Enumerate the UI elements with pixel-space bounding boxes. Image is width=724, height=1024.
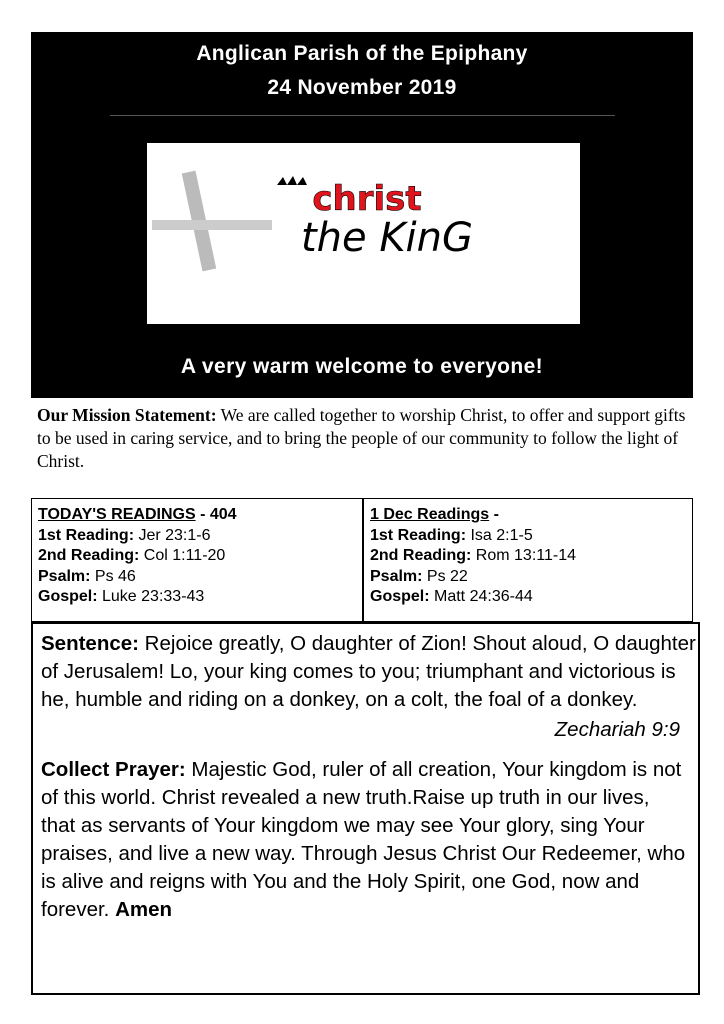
service-date: 24 November 2019 [267,76,457,99]
reading-row [370,567,686,588]
reading-label: 2nd Reading: [38,547,140,564]
reading-value: Col 1:11-20 [139,547,226,564]
welcome-message: A very warm welcome to everyone! [180,355,544,378]
sentence-label: Sentence: [41,632,139,655]
reading-label: Psalm: [370,567,423,585]
reading-row [370,546,686,567]
sentence-text: Rejoice greatly, O daughter of Zion! Shout aloud, O daughter of Jerusalem! Lo, your king comes to you; triumphant and victorious is he, humble and riding on a donkey, on a colt, the foal of a donkey. [41,632,696,711]
svg-text:the KinG: the KinG [300,215,474,261]
reading-row [38,567,356,588]
reading-value: Ps 22 [422,567,468,585]
mission-label: Our Mission Statement: [37,405,217,425]
reading-value: Luke 23:33-43 [97,588,205,605]
reading-label: 2nd Reading: [370,547,472,564]
hymnal-number: - 404 [195,506,237,523]
reading-row [38,546,356,567]
reading-label: Psalm: [38,567,91,585]
collect-text: Majestic God, ruler of all creation, Your kingdom is not of this world. Christ revealed a new truth.Raise up truth in our lives, that as servants of Your kingdom we may see Your glory, sing Your praises, and live a new way. Through Jesus Christ Our Redeemer, who is alive and reigns with You and the Holy Spirit, one God, now and forever. [41,758,686,921]
sentence-reference: Zechariah 9:9 [554,718,680,741]
readings-suffix: - [489,506,499,523]
reading-row [370,587,686,608]
readings-table [31,498,693,622]
mission-statement [37,404,697,473]
reading-row [38,587,356,608]
reading-label: Gospel: [38,588,98,605]
reading-label: 1st Reading: [38,526,135,544]
reading-value: Isa 2:1-5 [466,526,533,544]
reading-row [38,526,356,547]
reading-row [370,526,686,547]
sentence [41,630,698,714]
christ-the-king-logo [147,143,580,324]
todays-readings [32,499,364,621]
reading-value: Ps 46 [90,567,136,585]
header-banner [31,32,693,398]
readings-title: 1 Dec Readings [370,506,490,523]
reading-value: Matt 24:36-44 [429,588,533,605]
svg-text:christ: christ [312,179,422,219]
sentence-collect-box [31,622,700,995]
logo-graphic [147,143,580,324]
reading-label: Gospel: [370,588,430,605]
mission-text: We are called together to worship Christ, to offer and support gifts to be used in caring service, and to bring the people of our community to follow the light of Christ. [37,405,686,471]
parish-name: Anglican Parish of the Epiphany [196,42,528,65]
reading-label: 1st Reading: [370,526,467,544]
next-week-readings [364,499,692,621]
reading-value: Rom 13:11-14 [471,547,576,564]
divider [110,115,615,116]
collect-label: Collect Prayer: [41,758,186,781]
reading-value: Jer 23:1-6 [134,526,211,544]
readings-title: TODAY'S READINGS [38,506,196,523]
amen: Amen [115,898,173,921]
collect-prayer [41,756,698,924]
